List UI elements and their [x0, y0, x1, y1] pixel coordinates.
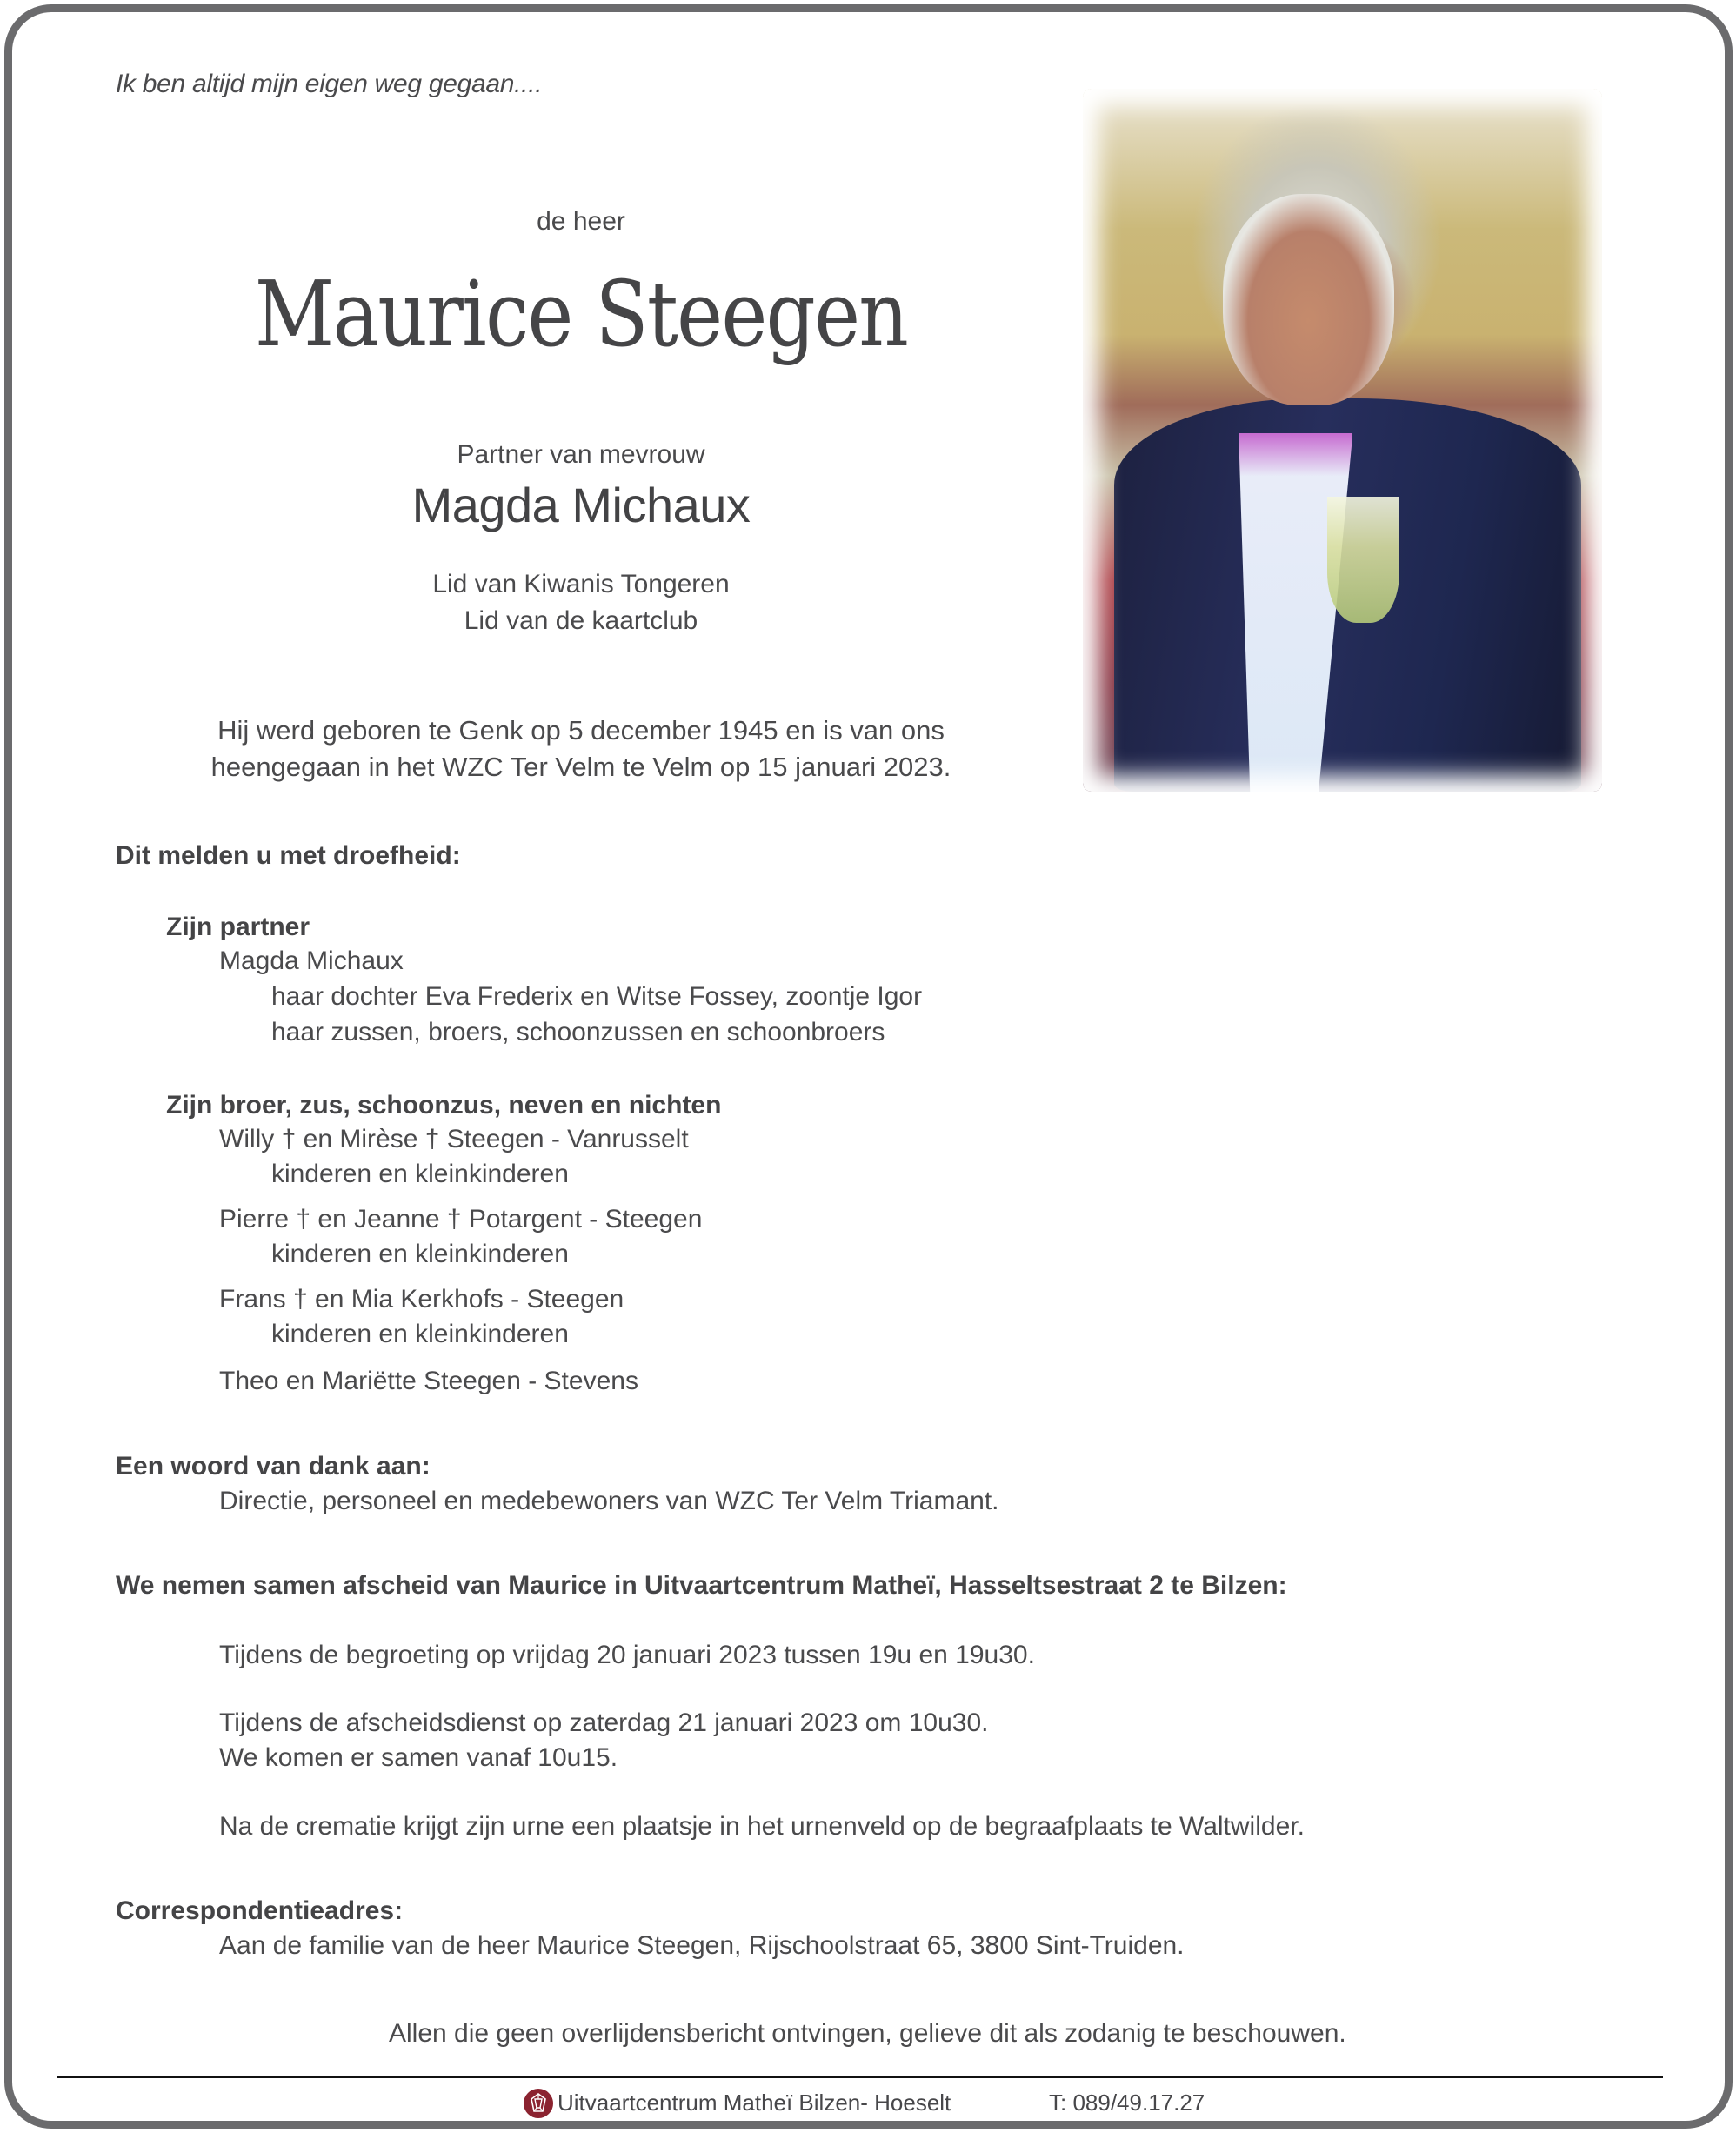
partner-name: Magda Michaux	[411, 478, 751, 532]
birth-death-line-1: Hij werd geboren te Genk op 5 december 1945 en is van ons	[217, 715, 945, 746]
family-entry-3-sub: kinderen en kleinkinderen	[271, 1320, 569, 1348]
funeral-home-rose-logo-icon	[524, 2089, 553, 2118]
thanks-text: Directie, personeel en medebewoners van WZC Ter Velm Triamant.	[219, 1487, 999, 1515]
funeral-home-phone: T: 089/49.17.27	[1049, 2090, 1205, 2116]
group-heading-partner: Zijn partner	[166, 913, 310, 941]
birth-death-line-2: heengegaan in het WZC Ter Velm te Velm op 15 januari 2023.	[210, 752, 951, 782]
family-entry-3: Frans † en Mia Kerkhofs - Steegen	[219, 1285, 624, 1314]
farewell-title: We nemen samen afscheid van Maurice in Uitvaartcentrum Matheï, Hasseltsestraat 2 te Bilzen:	[116, 1571, 1287, 1600]
family-entry-4: Theo en Mariëtte Steegen - Stevens	[219, 1367, 638, 1395]
portrait-photo	[1083, 89, 1602, 792]
photo-vignette	[1083, 89, 1602, 792]
farewell-service: Tijdens de afscheidsdienst op zaterdag 21 januari 2023 om 10u30.	[219, 1708, 989, 1737]
thanks-title: Een woord van dank aan:	[116, 1452, 431, 1481]
correspondence-address: Aan de familie van de heer Maurice Steegen, Rijschoolstraat 65, 3800 Sint-Truiden.	[219, 1931, 1185, 1960]
family-entry-2-sub: kinderen en kleinkinderen	[271, 1240, 569, 1268]
group-heading-siblings: Zijn broer, zus, schoonzus, neven en nichten	[166, 1091, 722, 1120]
salutation: de heer	[537, 207, 625, 236]
closing-note: Allen die geen overlijdensbericht ontvingen, gelieve dit als zodanig te beschouwen.	[389, 2019, 1346, 2048]
funeral-home-name: Uitvaartcentrum Matheï Bilzen- Hoeselt	[558, 2090, 951, 2116]
footer-divider	[57, 2076, 1663, 2078]
farewell-gather: We komen er samen vanaf 10u15.	[219, 1743, 618, 1772]
partner-entry: Magda Michaux	[219, 946, 404, 975]
footer	[0, 2086, 1736, 2121]
family-entry-1-sub: kinderen en kleinkinderen	[271, 1160, 569, 1188]
motto-quote: Ik ben altijd mijn eigen weg gegaan....	[116, 70, 543, 98]
membership-kiwanis: Lid van Kiwanis Tongeren	[432, 570, 730, 598]
membership-cardclub: Lid van de kaartclub	[464, 606, 698, 635]
farewell-greeting: Tijdens de begroeting op vrijdag 20 januari 2023 tussen 19u en 19u30.	[219, 1641, 1035, 1669]
deceased-name: Maurice Steegen	[254, 261, 908, 367]
partner-label: Partner van mevrouw	[457, 440, 705, 469]
correspondence-title: Correspondentieadres:	[116, 1896, 404, 1925]
partner-sub-2: haar zussen, broers, schoonzussen en schoonbroers	[271, 1018, 885, 1046]
family-entry-2: Pierre † en Jeanne † Potargent - Steegen	[219, 1205, 703, 1234]
farewell-urn: Na de crematie krijgt zijn urne een plaatsje in het urnenveld op de begraafplaats te Waltwilder.	[219, 1812, 1305, 1841]
family-entry-1: Willy † en Mirèse † Steegen - Vanrusselt	[219, 1125, 689, 1153]
announcement-title: Dit melden u met droefheid:	[116, 841, 461, 870]
partner-sub-1: haar dochter Eva Frederix en Witse Fossey, zoontje Igor	[271, 982, 923, 1011]
